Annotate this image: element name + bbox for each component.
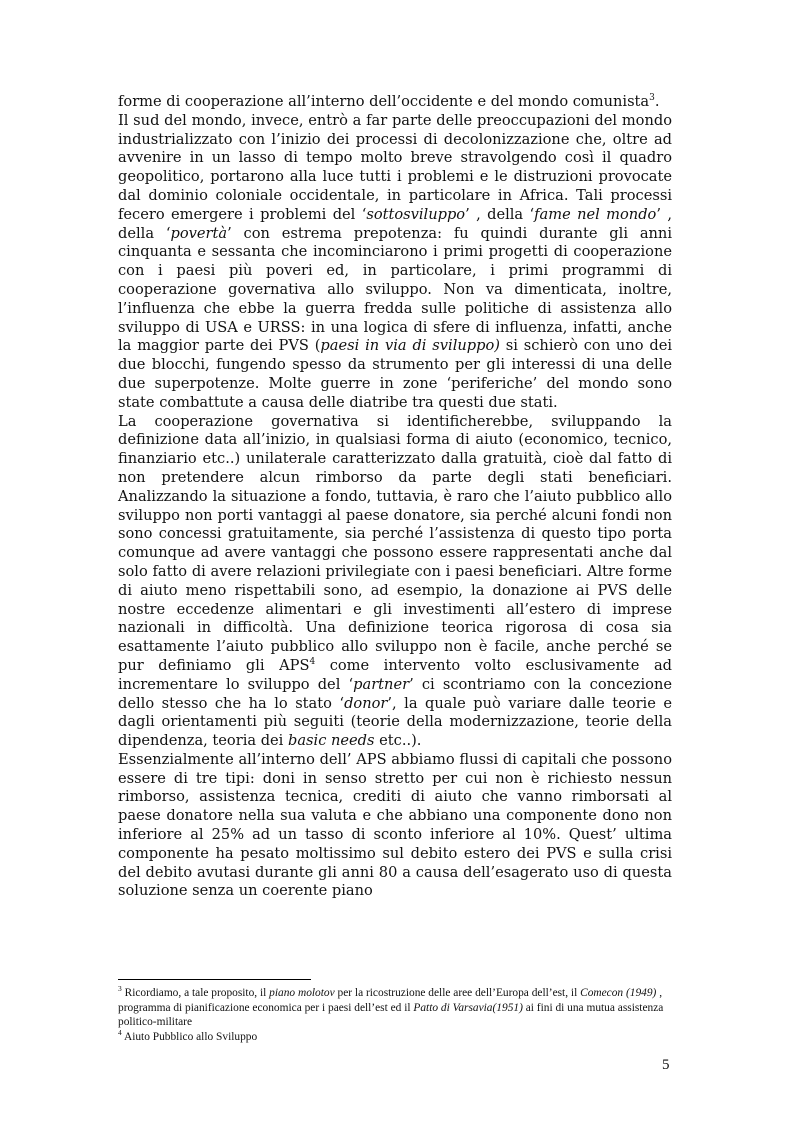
text-run: , programma di pianificazione economica per i paesi dell’est ed il	[118, 987, 663, 1014]
text-run: ’ ci scontriamo con la concezione dello stesso che ha lo stato ‘	[118, 675, 672, 712]
italic-text: Comecon (1949)	[580, 987, 657, 999]
text-run: ’ , della ‘	[465, 205, 535, 223]
body-paragraph	[118, 112, 672, 413]
text-run: .	[654, 93, 660, 110]
text-run: ’ con estrema prepotenza: fu quindi durante gli anni cinquanta e sessanta che incominciarono i primi progetti di cooperazione con i paesi più poveri ed, in particolare, i primi programmi di cooperazione governativa allo sviluppo. Non va dimenticata, inoltre, l’influenza che ebbe la guerra fredda sulle politiche di assistenza allo sviluppo di USA e URSS: in una logica di sfere di influenza, infatti, anche la maggior parte dei PVS (	[118, 224, 672, 355]
footnote-paragraph	[118, 986, 678, 1030]
text-run: La cooperazione governativa si identificherebbe, sviluppando la definizione data all’inizio, in qualsiasi forma di aiuto (economico, tecnico, finanziario etc..) unilaterale caratterizzato dalla gratuità, cioè dal fatto di non pretendere alcun rimborso da parte degli stati beneficiari. Analizzando la situazione a fondo, tuttavia, è raro che l’aiuto pubblico allo sviluppo non porti vantaggi al paese donatore, sia perché alcuni fondi non sono concessi gratuitamente, sia perché l’assistenza di questo tipo porta comunque ad avere vantaggi che possono essere rappresentati anche dal solo fatto di avere relazioni privilegiate con i paesi beneficiari. Altre forme di aiuto meno rispettabili sono, ad esempio, la donazione ai PVS delle nostre eccedenze alimentari e gli investimenti all’estero di imprese nazionali in difficoltà. Una definizione teorica rigorosa di cosa sia esattamente l’aiuto pubblico allo sviluppo non è facile, anche perché se pur definiamo gli APS	[118, 412, 672, 674]
footnotes	[118, 986, 678, 1044]
footnote-ref: 3	[118, 984, 122, 994]
body-text	[118, 93, 672, 901]
italic-text: povertà	[170, 224, 228, 242]
text-run: ai fini di una mutua assistenza politico-militare	[118, 1001, 664, 1029]
italic-text: basic needs	[288, 732, 375, 750]
italic-text: piano molotov	[269, 987, 335, 999]
text-run: Il sud del mondo, invece, entrò a far parte delle preoccupazioni del mondo industrializzato con l’inizio dei processi di decolonizzazione che, oltre ad avvenire in un lasso di tempo molto breve stravolgendo così il quadro geopolitico, portarono alla luce tutti i problemi e le distruzioni provocate dal dominio coloniale occidentale, in particolare in Africa. Tali processi fecero emergere i problemi del ‘	[118, 111, 672, 223]
text-run: forme di cooperazione all’interno dell’occidente e del mondo comunista	[118, 93, 650, 110]
footnote-ref: 3	[649, 93, 655, 104]
page-number: 5	[662, 1057, 670, 1073]
italic-text: donor	[344, 694, 388, 712]
text-run: Aiuto Pubblico allo Sviluppo	[121, 1030, 258, 1043]
footnote-ref: 4	[309, 657, 316, 668]
italic-text: partner	[353, 675, 410, 693]
italic-text: Patto di Varsavia(1951)	[413, 1001, 523, 1014]
text-run: Essenzialmente all’interno dell’ APS abbiamo flussi di capitali che possono essere di tre tipi: doni in senso stretto per cui non è richiesto nessun rimborso, assistenza tecnica, crediti di aiuto che vanno rimborsati al paese donatore nella sua valuta e che abbiano una componente dono non inferiore al 25% ad un tasso di sconto inferiore al 10%. Quest’ ultima componente ha pesato moltissimo sul debito estero dei PVS e sulla crisi del debito avutasi durante gli anni 80 a causa dell’esagerato uso di questa soluzione senza un coerente piano	[118, 750, 672, 900]
italic-text: paesi in via di sviluppo)	[320, 337, 500, 355]
body-paragraph	[118, 93, 672, 112]
italic-text: sottosviluppo	[366, 205, 466, 223]
footnote-separator	[118, 979, 311, 980]
text-run: come intervento volto esclusivamente ad incrementare lo sviluppo del ‘	[118, 656, 672, 693]
text-run: Ricordiamo, a tale proposito, il	[121, 987, 270, 999]
body-paragraph	[118, 413, 672, 751]
text-run: ’ , della ‘	[118, 205, 672, 242]
text-run: per la ricostruzione delle aree dell’Europa dell’est, il	[334, 987, 581, 999]
italic-text: fame nel mondo	[534, 205, 657, 223]
body-paragraph	[118, 751, 672, 901]
text-run: etc..).	[374, 732, 422, 750]
text-run: ’, la quale può variare dalle teorie e dagli orientamenti più seguiti (teorie della modernizzazione, teorie della dipendenza, teoria dei	[118, 694, 673, 750]
text-run: si schierò con uno dei due blocchi, fungendo spesso da strumento per gli interessi di una delle due superpotenze. Molte guerre in zone ‘periferiche’ del mondo sono state combattute a causa delle diatribe tra questi due stati.	[118, 337, 672, 411]
footnote-paragraph	[118, 1027, 678, 1045]
footnote-ref: 4	[118, 1027, 122, 1037]
